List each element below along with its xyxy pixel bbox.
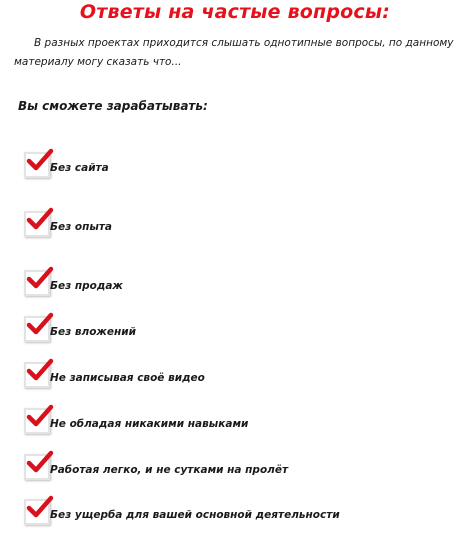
benefit-item bbox=[23, 150, 443, 180]
benefit-label: Не записывая своё видео bbox=[50, 372, 205, 384]
benefit-item bbox=[23, 497, 443, 527]
subheading: Вы сможете зарабатывать: bbox=[18, 99, 208, 113]
benefit-item bbox=[23, 314, 443, 344]
benefit-item bbox=[23, 360, 443, 390]
benefit-item bbox=[23, 209, 443, 239]
benefit-label: Без сайта bbox=[50, 162, 109, 174]
benefit-item bbox=[23, 268, 443, 298]
benefit-item bbox=[23, 406, 443, 436]
page-title: Ответы на частые вопросы: bbox=[79, 1, 391, 23]
benefit-label: Работая легко, и не сутками на пролёт bbox=[50, 464, 289, 476]
benefit-label: Без опыта bbox=[50, 221, 113, 233]
benefit-label: Без ущерба для вашей основной деятельности bbox=[50, 509, 340, 521]
benefit-label: Без вложений bbox=[50, 326, 136, 338]
benefit-label: Не обладая никакими навыками bbox=[50, 418, 249, 430]
intro-paragraph: В разных проектах приходится слышать однотипные вопросы, по данному материалу могу сказать что... bbox=[14, 37, 454, 68]
benefit-item bbox=[23, 452, 443, 482]
benefit-label: Без продаж bbox=[50, 280, 123, 292]
